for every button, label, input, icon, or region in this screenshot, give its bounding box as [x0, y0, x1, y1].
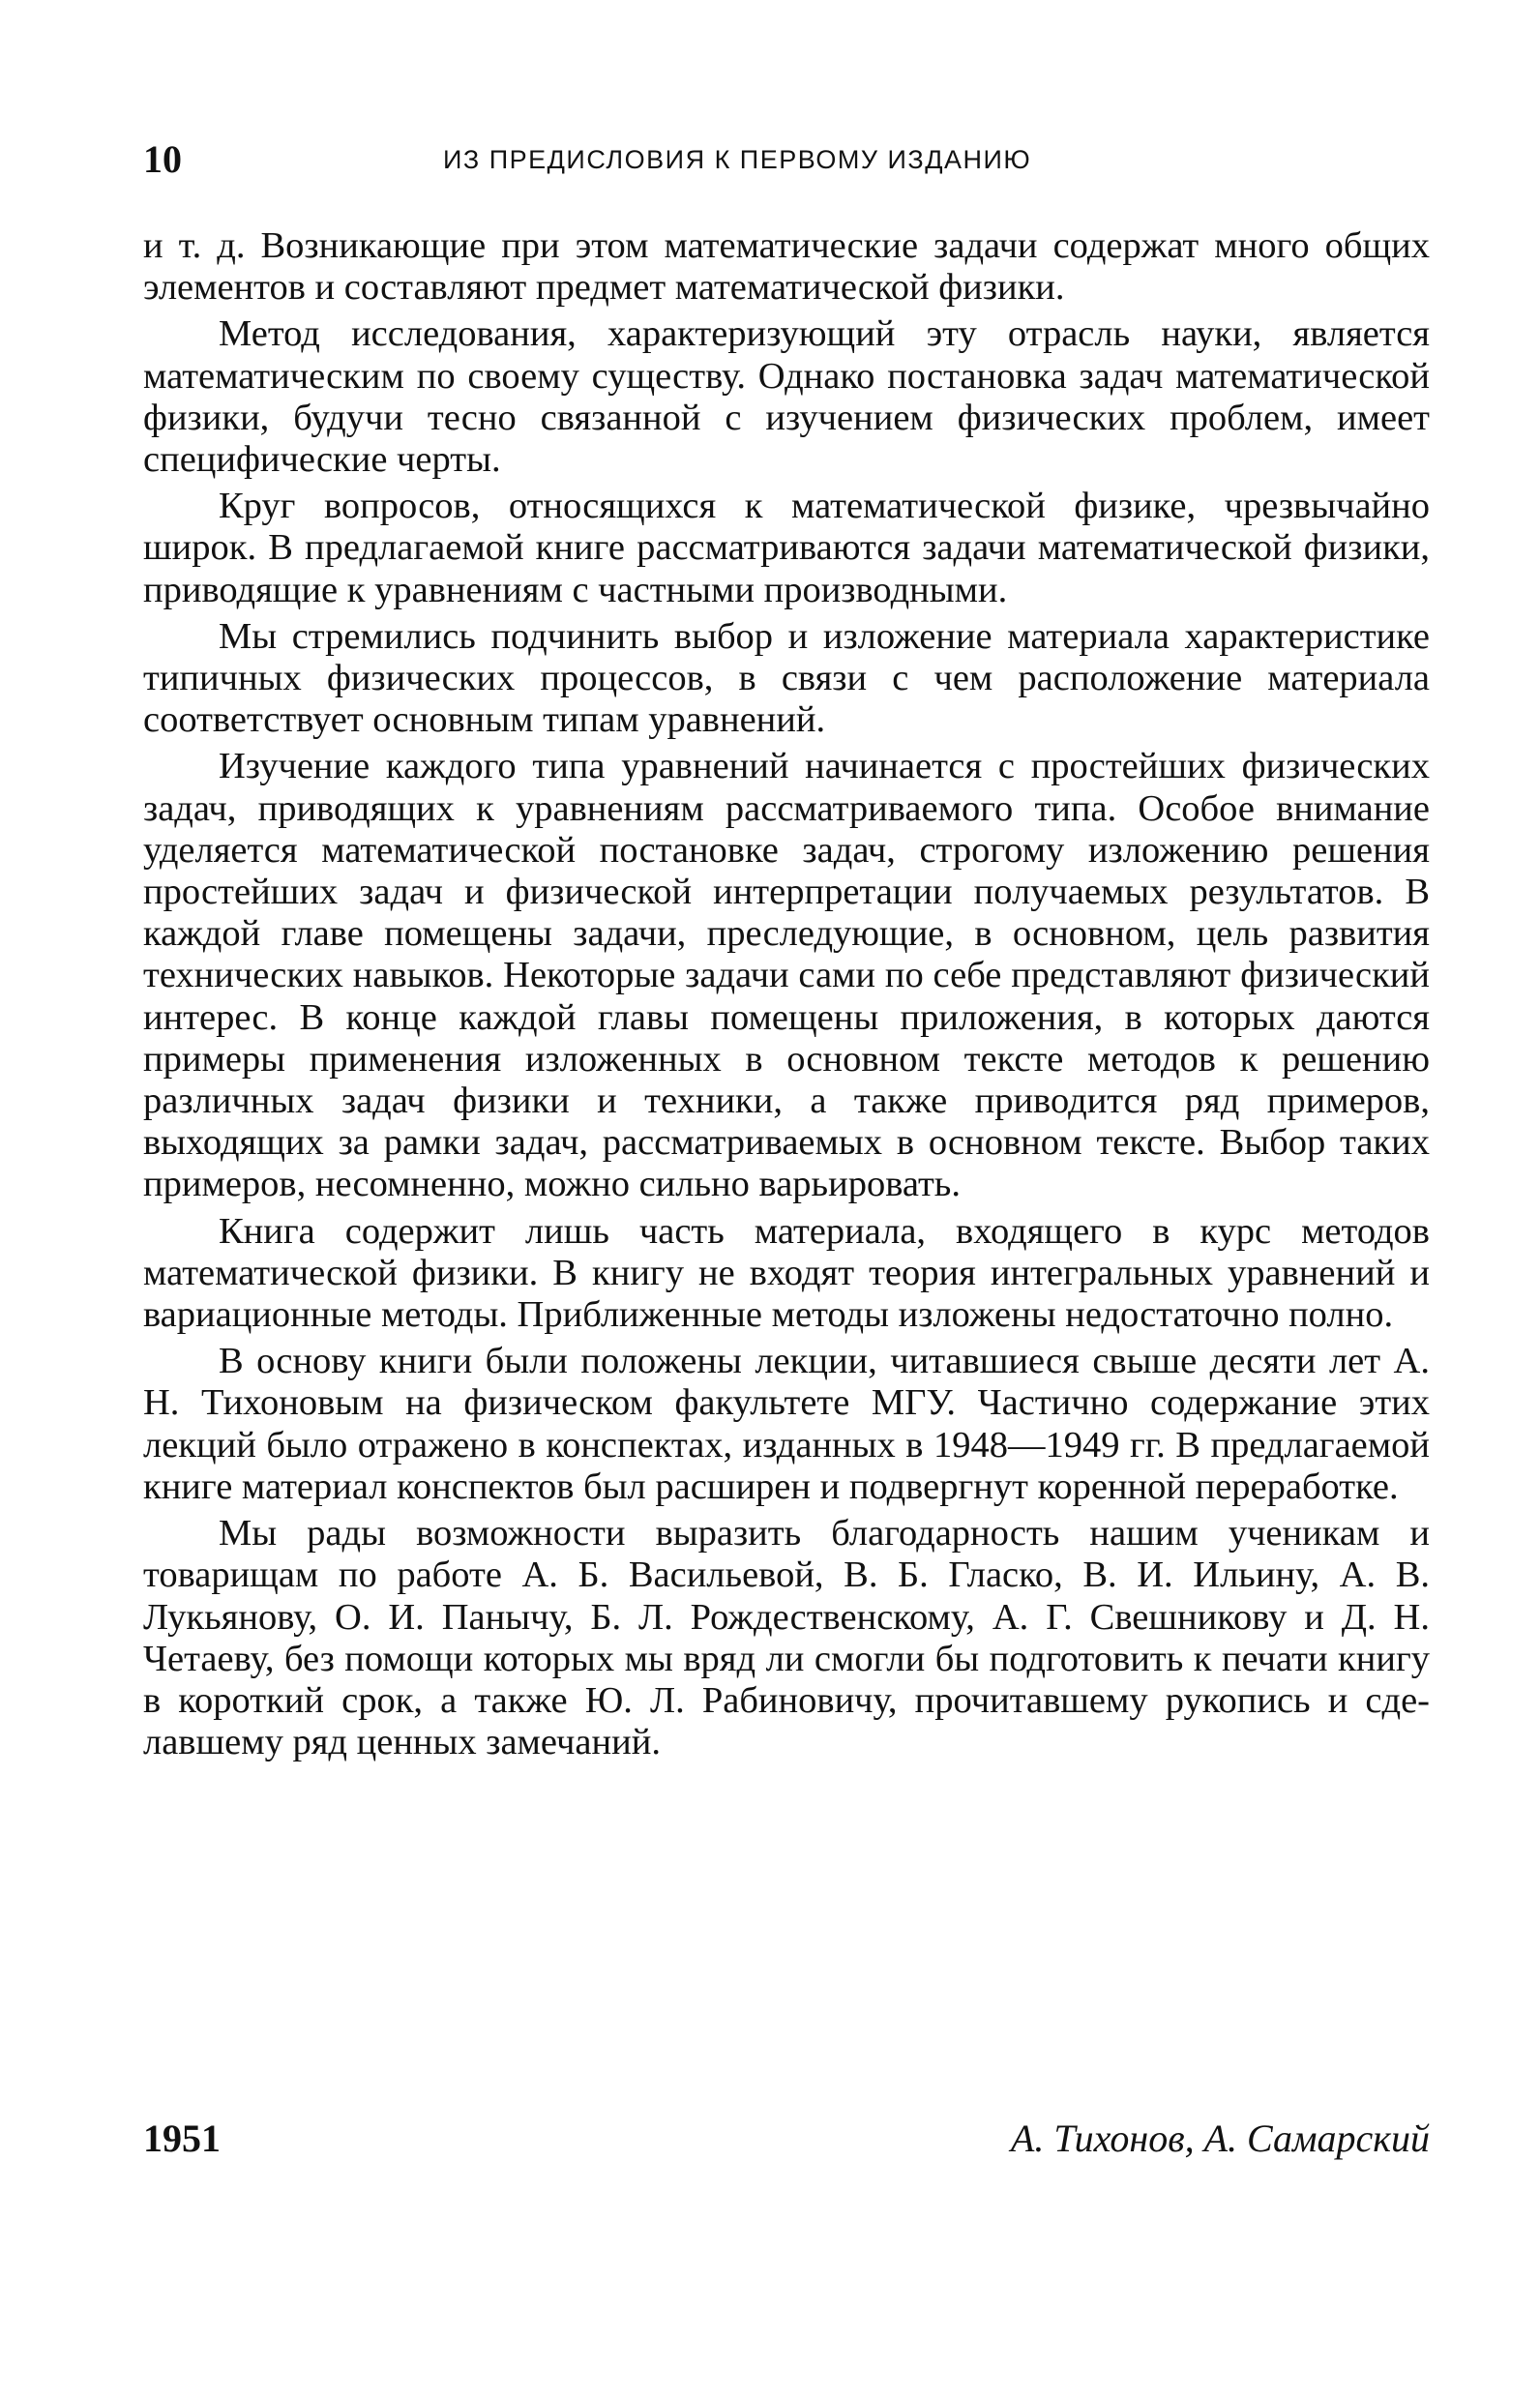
- paragraph: Изучение каждого типа уравнений начинается с простейших физических задач, приводящих к уравнениям рассматриваемого типа. Особое внимание уделяется математической постановке задач, строгому изложению решения простейших задач и физической интерпретации получаемых результатов. В каждой главе помещены задачи, преследующие, в основном, цель развития технических навыков. Некоторые задачи сами по себе представляют физический интерес. В конце каждой главы помещены приложения, в которых даются примеры применения изложенных в основном тексте методов к решению различных задач физики и техники, а также приводится ряд примеров, выходящих за рамки задач, рассматриваемых в основном тексте. Выбор таких примеров, несомненно, можно сильно варьировать.: [143, 746, 1430, 1205]
- paragraph-continuation: и т. д. Возникающие при этом математические задачи содержат много общих элементов и составляют предмет математической физики.: [143, 225, 1430, 309]
- page-header: [143, 135, 1430, 184]
- paragraph: В основу книги были положены лекции, читавшиеся свыше десяти лет А. Н. Тихоновым на физическом факультете МГУ. Частично содержание этих лекций было отражено в конспектах, изданных в 1948—1949 гг. В предлагаемой книге материал конспектов был расширен и подвергнут коренной переработке.: [143, 1341, 1430, 1507]
- running-title: ИЗ ПРЕДИСЛОВИЯ К ПЕРВОМУ ИЗДАНИЮ: [443, 145, 1032, 174]
- body-text: [143, 225, 1430, 1768]
- authors-signature: А. Тихонов, А. Самарский: [1010, 2117, 1430, 2160]
- paragraph-acknowledgements: Мы рады возможности выразить благодарность нашим ученикам и товарищам по работе А. Б. Васильевой, В. Б. Гласко, В. И. Ильину, А. В. Лукьянову, О. И. Панычу, Б. Л. Рождественскому, А. Г. Свешникову и Д. Н. Четаеву, без помощи которых мы вряд ли смогли бы подготовить к печати книгу в короткий срок, а также Ю. Л. Рабиновичу, прочитавшему рукопись и сделавшему ряд ценных замечаний.: [143, 1513, 1430, 1763]
- year: 1951: [143, 2117, 221, 2160]
- paragraph: Мы стремились подчинить выбор и изложение материала характеристике типичных физических процессов, в связи с чем расположение материала соответствует основным типам уравнений.: [143, 615, 1430, 741]
- paragraph: Круг вопросов, относящихся к математической физике, чрезвычайно широк. В предлагаемой книге рассматриваются задачи математической физики, приводящие к уравнениям с частными производными.: [143, 486, 1430, 610]
- signature-row: [143, 2112, 1430, 2166]
- page-number: 10: [143, 137, 182, 181]
- paragraph: Книга содержит лишь часть материала, входящего в курс методов математической физики. В книгу не входят теория интегральных уравнений и вариационные методы. Приближенные методы изложены недостаточно полно.: [143, 1210, 1430, 1336]
- paragraph: Метод исследования, характеризующий эту отрасль науки, является математическим по своему существу. Однако постановка задач математической физики, будучи тесно связанной с изучением физических проблем, имеет специфические черты.: [143, 313, 1430, 481]
